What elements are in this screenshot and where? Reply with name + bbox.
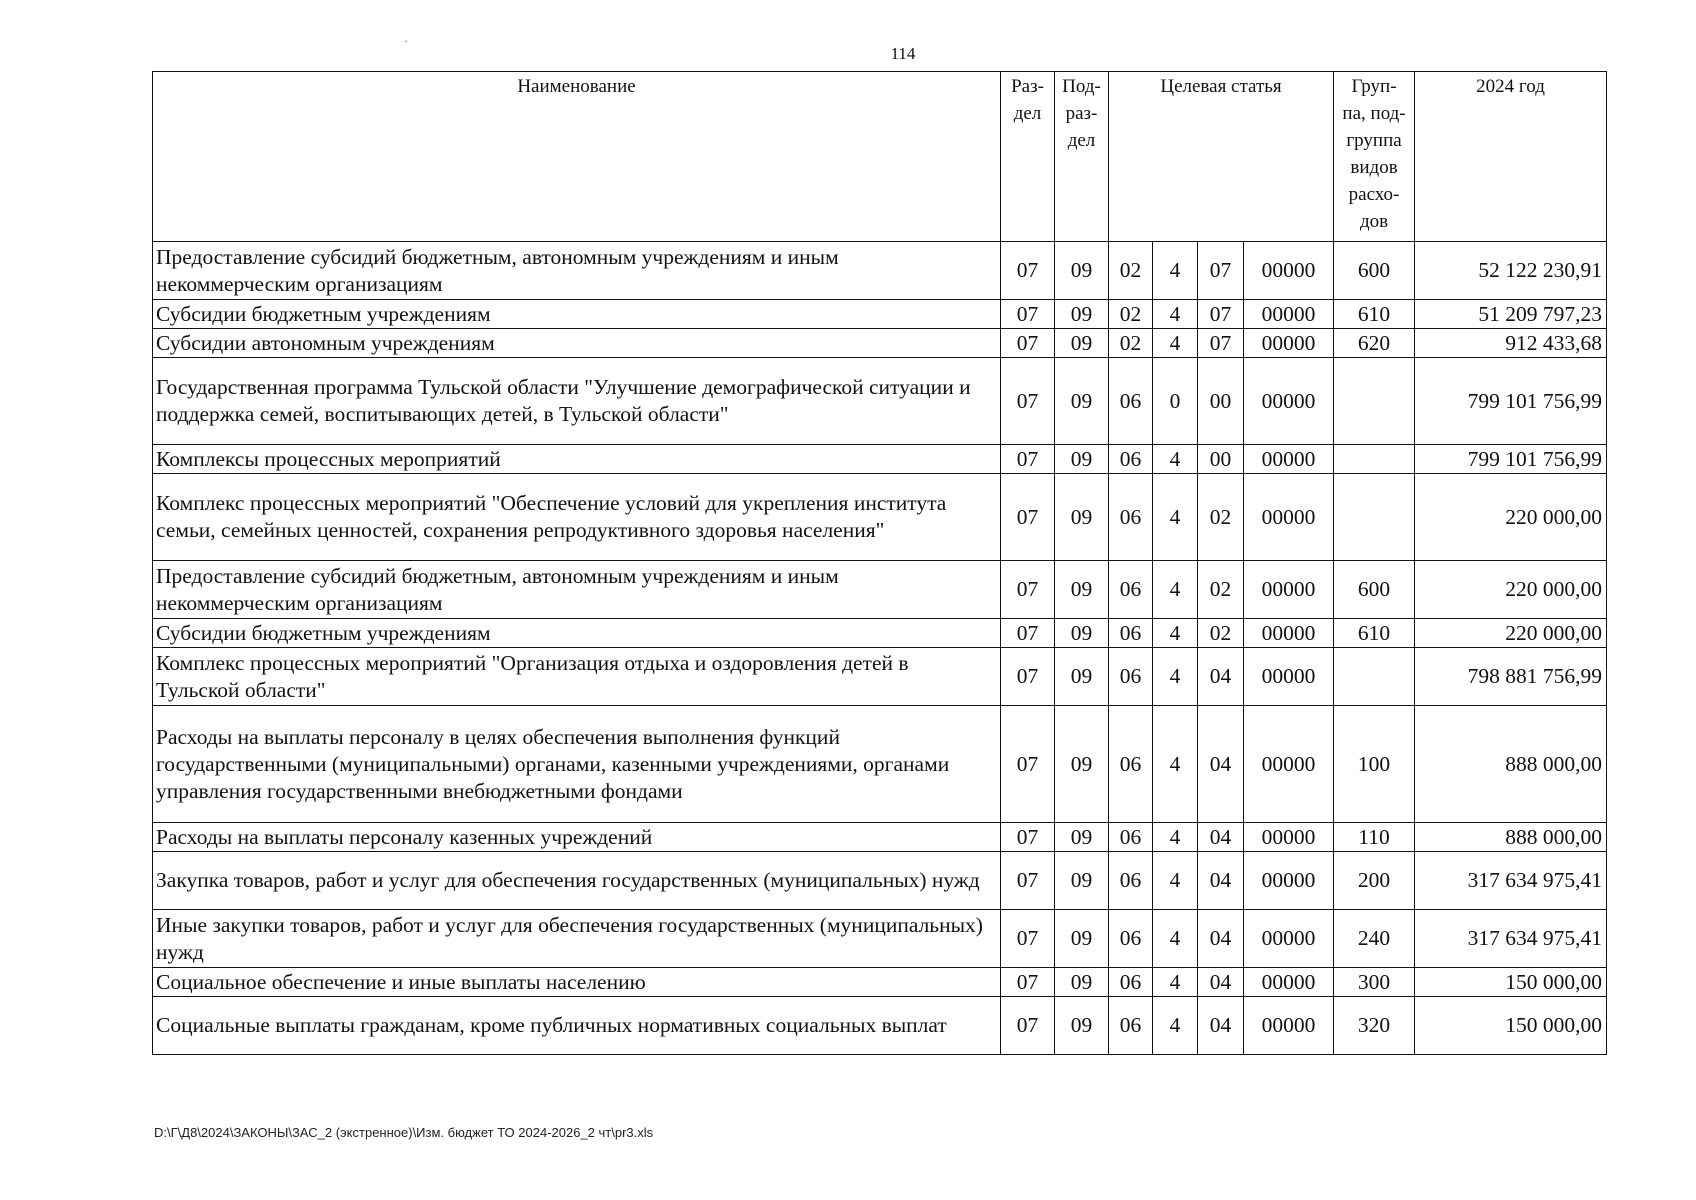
row-target-direction: 00000 (1244, 823, 1334, 852)
row-target-direction: 00000 (1244, 706, 1334, 823)
table-row (153, 823, 1607, 852)
scan-mark: ˊ (404, 38, 408, 52)
row-amount: 317 634 975,41 (1415, 852, 1607, 910)
row-target-program: 06 (1109, 358, 1153, 445)
row-group: 320 (1334, 997, 1415, 1055)
row-target-type: 4 (1153, 561, 1198, 619)
row-amount: 150 000,00 (1415, 997, 1607, 1055)
row-amount: 52 122 230,91 (1415, 242, 1607, 300)
table-row (153, 242, 1607, 300)
row-target-type: 4 (1153, 910, 1198, 968)
row-section: 07 (1001, 358, 1055, 445)
row-section: 07 (1001, 823, 1055, 852)
table-row (153, 997, 1607, 1055)
row-target-type: 4 (1153, 242, 1198, 300)
header-name: Наименование (153, 72, 1001, 242)
row-target-item: 07 (1198, 300, 1244, 329)
row-subsection: 09 (1055, 300, 1109, 329)
row-target-direction: 00000 (1244, 300, 1334, 329)
row-section: 07 (1001, 300, 1055, 329)
row-target-program: 06 (1109, 852, 1153, 910)
row-target-item: 04 (1198, 823, 1244, 852)
row-subsection: 09 (1055, 445, 1109, 474)
row-target-direction: 00000 (1244, 852, 1334, 910)
row-name: Предоставление субсидий бюджетным, автономным учреждениям и иным некоммерческим организациям (153, 561, 1001, 619)
row-target-item: 04 (1198, 910, 1244, 968)
row-subsection: 09 (1055, 997, 1109, 1055)
row-target-type: 0 (1153, 358, 1198, 445)
row-name: Комплекс процессных мероприятий "Организация отдыха и оздоровления детей в Тульской области" (153, 648, 1001, 706)
row-target-program: 06 (1109, 997, 1153, 1055)
row-name: Расходы на выплаты персоналу в целях обеспечения выполнения функций государственными (муниципальными) органами, казенными учреждениями, органами управления государственными внебюджетными фондами (153, 706, 1001, 823)
row-subsection: 09 (1055, 329, 1109, 358)
row-subsection: 09 (1055, 358, 1109, 445)
row-target-program: 06 (1109, 561, 1153, 619)
row-group: 620 (1334, 329, 1415, 358)
row-target-item: 04 (1198, 648, 1244, 706)
row-target-program: 06 (1109, 706, 1153, 823)
row-group: 100 (1334, 706, 1415, 823)
row-target-type: 4 (1153, 648, 1198, 706)
table-row (153, 329, 1607, 358)
footer-file-path: D:\Г\Д8\2024\ЗАКОНЫ\ЗАС_2 (экстренное)\Изм. бюджет ТО 2024-2026_2 чт\pr3.xls (154, 1125, 654, 1140)
row-name: Комплекс процессных мероприятий "Обеспечение условий для укрепления института семьи, семейных ценностей, сохранения репродуктивного здоровья населения" (153, 474, 1001, 561)
row-target-program: 02 (1109, 242, 1153, 300)
row-target-item: 04 (1198, 852, 1244, 910)
header-target: Целевая статья (1109, 72, 1334, 242)
row-amount: 799 101 756,99 (1415, 445, 1607, 474)
row-group (1334, 445, 1415, 474)
row-target-direction: 00000 (1244, 648, 1334, 706)
row-section: 07 (1001, 910, 1055, 968)
row-name: Субсидии автономным учреждениям (153, 329, 1001, 358)
row-target-type: 4 (1153, 445, 1198, 474)
row-target-program: 06 (1109, 445, 1153, 474)
row-subsection: 09 (1055, 852, 1109, 910)
row-target-direction: 00000 (1244, 910, 1334, 968)
table-row (153, 300, 1607, 329)
row-section: 07 (1001, 997, 1055, 1055)
row-target-type: 4 (1153, 823, 1198, 852)
row-target-type: 4 (1153, 968, 1198, 997)
table-header-row (153, 72, 1607, 242)
row-target-type: 4 (1153, 474, 1198, 561)
table-row (153, 648, 1607, 706)
row-subsection: 09 (1055, 648, 1109, 706)
row-subsection: 09 (1055, 474, 1109, 561)
row-target-program: 06 (1109, 648, 1153, 706)
row-target-direction: 00000 (1244, 561, 1334, 619)
row-group: 200 (1334, 852, 1415, 910)
row-name: Иные закупки товаров, работ и услуг для обеспечения государственных (муниципальных) нужд (153, 910, 1001, 968)
row-target-direction: 00000 (1244, 242, 1334, 300)
row-target-program: 02 (1109, 300, 1153, 329)
row-group: 300 (1334, 968, 1415, 997)
row-amount: 888 000,00 (1415, 706, 1607, 823)
row-target-item: 07 (1198, 242, 1244, 300)
row-target-item: 04 (1198, 706, 1244, 823)
row-group: 110 (1334, 823, 1415, 852)
row-target-direction: 00000 (1244, 619, 1334, 648)
row-target-item: 04 (1198, 997, 1244, 1055)
row-subsection: 09 (1055, 242, 1109, 300)
row-target-program: 06 (1109, 823, 1153, 852)
row-name: Государственная программа Тульской области "Улучшение демографической ситуации и поддержка семей, воспитывающих детей, в Тульской области" (153, 358, 1001, 445)
row-section: 07 (1001, 474, 1055, 561)
table-row (153, 561, 1607, 619)
row-name: Расходы на выплаты персоналу казенных учреждений (153, 823, 1001, 852)
row-target-program: 02 (1109, 329, 1153, 358)
row-section: 07 (1001, 619, 1055, 648)
row-target-item: 02 (1198, 474, 1244, 561)
table-row (153, 445, 1607, 474)
row-target-item: 02 (1198, 561, 1244, 619)
row-target-item: 02 (1198, 619, 1244, 648)
row-amount: 317 634 975,41 (1415, 910, 1607, 968)
row-group: 600 (1334, 561, 1415, 619)
row-amount: 150 000,00 (1415, 968, 1607, 997)
row-subsection: 09 (1055, 706, 1109, 823)
row-name: Субсидии бюджетным учреждениям (153, 619, 1001, 648)
header-subsection: Под- раз- дел (1055, 72, 1109, 242)
row-target-type: 4 (1153, 619, 1198, 648)
row-target-direction: 00000 (1244, 358, 1334, 445)
row-section: 07 (1001, 648, 1055, 706)
row-section: 07 (1001, 852, 1055, 910)
row-target-type: 4 (1153, 997, 1198, 1055)
row-amount: 888 000,00 (1415, 823, 1607, 852)
row-target-item: 00 (1198, 358, 1244, 445)
row-name: Предоставление субсидий бюджетным, автономным учреждениям и иным некоммерческим организациям (153, 242, 1001, 300)
row-name: Социальное обеспечение и иные выплаты населению (153, 968, 1001, 997)
table-row (153, 358, 1607, 445)
header-group: Груп- па, под- группа видов расхо- дов (1334, 72, 1415, 242)
row-target-program: 06 (1109, 619, 1153, 648)
row-section: 07 (1001, 242, 1055, 300)
row-target-item: 04 (1198, 968, 1244, 997)
row-group: 240 (1334, 910, 1415, 968)
row-amount: 220 000,00 (1415, 561, 1607, 619)
row-target-type: 4 (1153, 300, 1198, 329)
row-target-direction: 00000 (1244, 474, 1334, 561)
row-target-direction: 00000 (1244, 329, 1334, 358)
row-target-item: 07 (1198, 329, 1244, 358)
row-section: 07 (1001, 329, 1055, 358)
row-target-program: 06 (1109, 474, 1153, 561)
row-amount: 799 101 756,99 (1415, 358, 1607, 445)
row-amount: 220 000,00 (1415, 474, 1607, 561)
row-section: 07 (1001, 561, 1055, 619)
table-row (153, 706, 1607, 823)
row-target-type: 4 (1153, 852, 1198, 910)
table-row (153, 474, 1607, 561)
header-section: Раз- дел (1001, 72, 1055, 242)
row-subsection: 09 (1055, 823, 1109, 852)
row-target-item: 00 (1198, 445, 1244, 474)
header-year: 2024 год (1415, 72, 1607, 242)
row-name: Социальные выплаты гражданам, кроме публичных нормативных социальных выплат (153, 997, 1001, 1055)
row-section: 07 (1001, 968, 1055, 997)
table-row (153, 910, 1607, 968)
budget-table (152, 71, 1607, 1055)
row-target-program: 06 (1109, 910, 1153, 968)
row-amount: 798 881 756,99 (1415, 648, 1607, 706)
row-subsection: 09 (1055, 561, 1109, 619)
table-body (153, 242, 1607, 1055)
row-section: 07 (1001, 445, 1055, 474)
row-name: Комплексы процессных мероприятий (153, 445, 1001, 474)
table-row (153, 968, 1607, 997)
row-subsection: 09 (1055, 619, 1109, 648)
row-target-type: 4 (1153, 329, 1198, 358)
row-amount: 912 433,68 (1415, 329, 1607, 358)
row-name: Закупка товаров, работ и услуг для обеспечения государственных (муниципальных) нужд (153, 852, 1001, 910)
row-target-type: 4 (1153, 706, 1198, 823)
row-group (1334, 358, 1415, 445)
row-target-direction: 00000 (1244, 968, 1334, 997)
row-subsection: 09 (1055, 968, 1109, 997)
row-group: 600 (1334, 242, 1415, 300)
row-subsection: 09 (1055, 910, 1109, 968)
row-target-direction: 00000 (1244, 445, 1334, 474)
row-target-program: 06 (1109, 968, 1153, 997)
table-row (153, 619, 1607, 648)
page-number: 114 (890, 44, 916, 63)
row-amount: 51 209 797,23 (1415, 300, 1607, 329)
row-section: 07 (1001, 706, 1055, 823)
row-group: 610 (1334, 619, 1415, 648)
row-amount: 220 000,00 (1415, 619, 1607, 648)
row-target-direction: 00000 (1244, 997, 1334, 1055)
row-group (1334, 474, 1415, 561)
row-group: 610 (1334, 300, 1415, 329)
table-row (153, 852, 1607, 910)
row-group (1334, 648, 1415, 706)
row-name: Субсидии бюджетным учреждениям (153, 300, 1001, 329)
